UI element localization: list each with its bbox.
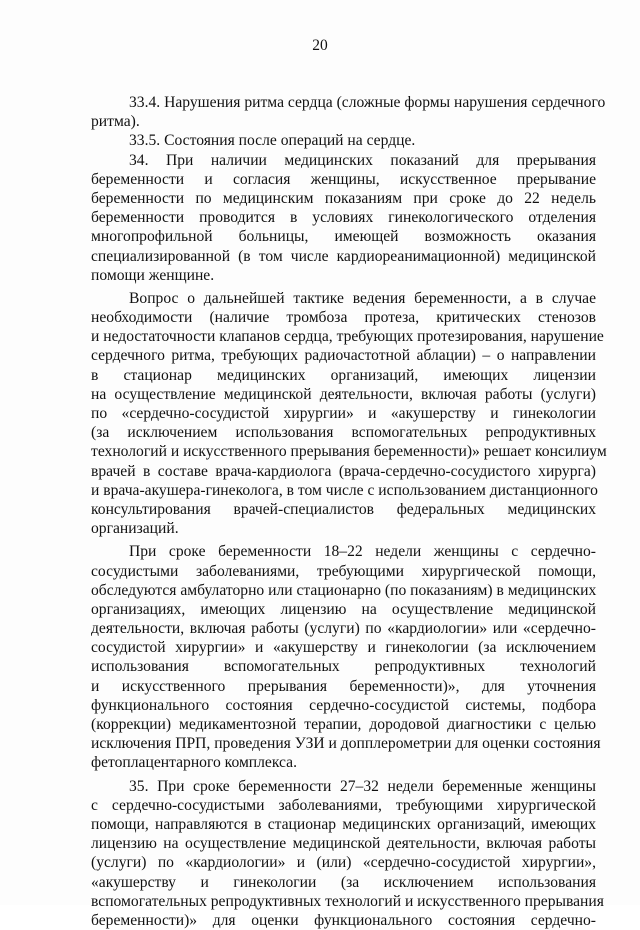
paragraph-tactics bbox=[91, 289, 607, 538]
text-line: помощи, направляются в стационар медицинских организаций, имеющих bbox=[91, 815, 596, 833]
text-line: исключения ПРП, проведения УЗИ и допплерометрии для оценки состояния bbox=[91, 735, 601, 753]
text-line: (коррекции) медикаментозной терапии, дородовой диагностики с целью bbox=[91, 716, 596, 733]
text-line: в стационар медицинских организаций, имеющих лицензии bbox=[91, 366, 596, 384]
text-line: необходимости (наличие тромбоза протеза, критических стенозов bbox=[91, 309, 596, 327]
text-line: обследуются амбулаторно или стационарно (по показаниям) в медицинских bbox=[91, 581, 597, 599]
text-line: организациях, имеющих лицензию на осуществление медицинской bbox=[91, 600, 596, 618]
text-line: беременности)» для оценки функционального состояния сердечно- bbox=[91, 911, 596, 929]
text-line: 33.5. Состояния после операций на сердце. bbox=[129, 132, 416, 150]
page-number: 20 bbox=[312, 37, 328, 54]
paragraph-33-4 bbox=[91, 93, 606, 131]
text-line: многопрофильной больницы, имеющей возможность оказания bbox=[91, 228, 596, 246]
text-line: Вопрос о дальнейшей тактике ведения беременности, а в случае bbox=[129, 289, 596, 307]
document-body bbox=[91, 93, 607, 930]
text-line: специализированной (в том числе кардиореанимационной) медицинской bbox=[91, 247, 596, 265]
text-line: фетоплацентарного комплекса. bbox=[91, 754, 297, 772]
text-line: с сердечно-сосудистыми заболеваниями, требующими хирургической bbox=[91, 796, 596, 814]
text-line: вспомогательных репродуктивных технологий и искусственного прерывания bbox=[91, 892, 604, 910]
text-line: 33.4. Нарушения ритма сердца (сложные формы нарушения сердечного bbox=[129, 94, 606, 111]
text-line: и недостаточности клапанов сердца, требующих протезирования, нарушение bbox=[91, 328, 604, 346]
text-line: беременности по медицинским показаниям при сроке до 22 недель bbox=[91, 189, 596, 207]
text-line: ритма). bbox=[91, 113, 140, 131]
text-line: врачей в составе врача-кардиолога (врача-сердечно-сосудистого хирурга) bbox=[91, 462, 596, 480]
text-line: (за исключением использования вспомогательных репродуктивных bbox=[91, 424, 596, 442]
text-line: по «сердечно-сосудистой хирургии» и «акушерству и гинекологии bbox=[91, 405, 596, 422]
paragraph-35 bbox=[91, 777, 604, 930]
text-line: помощи женщине. bbox=[91, 266, 215, 284]
text-line: беременности проводится в условиях гинекологического отделения bbox=[91, 209, 596, 227]
text-line: деятельности, включая работы (услуги) по «кардиологии» или «сердечно- bbox=[91, 620, 596, 638]
text-line: (услуги) по «кардиологии» и (или) «сердечно-сосудистой хирургии», bbox=[91, 854, 596, 872]
text-line: беременности и согласия женщины, искусственное прерывание bbox=[91, 170, 596, 188]
text-line: сосудистыми заболеваниями, требующими хирургической помощи, bbox=[91, 562, 596, 580]
text-line: и искусственного прерывания беременности)», для уточнения bbox=[91, 677, 596, 695]
text-line: организаций. bbox=[91, 520, 179, 538]
text-line: лицензию на осуществление медицинской деятельности, включая работы bbox=[91, 835, 596, 853]
paragraph-33-5 bbox=[91, 131, 596, 150]
text-line: 35. При сроке беременности 27–32 недели беременные женщины bbox=[129, 777, 596, 795]
text-line: и врача-акушера-гинеколога, в том числе с использованием дистанционного bbox=[91, 481, 598, 499]
text-line: консультирования врачей-специалистов федеральных медицинских bbox=[91, 500, 596, 518]
paragraph-18-22-weeks bbox=[91, 542, 601, 772]
text-line: технологий и искусственного прерывания беременности)» решает консилиум bbox=[91, 443, 607, 461]
text-line: сердечного ритма, требующих радиочастотной аблации) – о направлении bbox=[91, 347, 596, 365]
text-line: сосудистой хирургии» и «акушерству и гинекологии (за исключением bbox=[91, 639, 596, 657]
paragraph-34 bbox=[91, 151, 596, 285]
text-line: 34. При наличии медицинских показаний для прерывания bbox=[129, 151, 596, 169]
text-line: При сроке беременности 18–22 недели женщины с сердечно- bbox=[129, 543, 596, 561]
text-line: «акушерству и гинекологии (за исключением использования bbox=[91, 873, 596, 891]
text-line: на осуществление медицинской деятельности, включая работы (услуги) bbox=[91, 385, 596, 403]
text-line: функционального состояния сердечно-сосудистой системы, подбора bbox=[91, 696, 596, 714]
text-line: использования вспомогательных репродуктивных технологий bbox=[91, 658, 596, 676]
